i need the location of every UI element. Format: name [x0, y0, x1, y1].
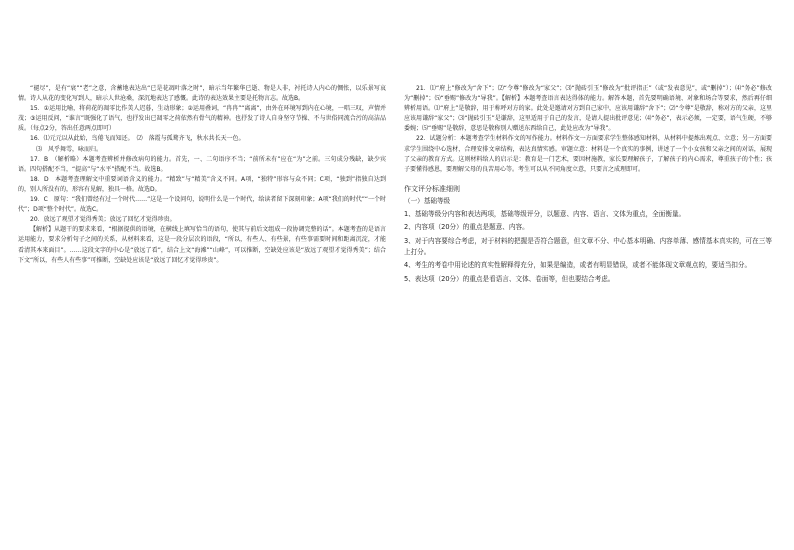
answer-paragraph: 16．⑴元元以从此始，鸟倦飞而知还。 ⑵ 落霞与孤鹜齐飞，秋水共长天一色。	[30, 135, 245, 143]
scoring-item: 3、对于内容要综合考虑，对于材料的把握是否符合题意，但文章不分、中心基本明确、内容单薄、感情基本真实的，可在三等上打分。	[404, 236, 772, 257]
answer-paragraph: 15．①运用比喻，将荷花的凋零比作美人迟暮，生动形象；②运用叠词，“冉冉”“离离”，由外在环境写到内在心境，一唱三叹，声情并茂；③运用反问，“谁言”既强化了语气，也抒发出已凋零之荷依然有骨气的精神。也抒发了诗人自身坚守节操、不与世俗同流合污的高洁品质。（每点2分，答出任意两点即可）	[18, 105, 386, 133]
scoring-title: 作文评分标准细则	[404, 184, 460, 193]
answer-column-right	[404, 84, 772, 524]
answer-paragraph: 19．C 原句：“我们曾经有过一个时代……”这是一个设问句，说明什么是一个时代，给读者留下深刻印象；A项“我们的时代”“一个时代”；D项“整个时代”。故选C。	[18, 196, 386, 214]
scoring-item: 4、考生的考卷中用论述的真实性解释得充分，如果是编造，或者有明显错误，或者不能体现文章观点的，要适当扣分。	[404, 261, 752, 270]
answer-paragraph: 17．B （解析略）本题考查辨析并修改病句的能力。首先，一、二句语序不当；“前所未有”应在“为”之前。三句成分残缺，缺少宾语。四句搭配不当，“提高”与“水平”搭配不当。故选B。	[18, 155, 386, 173]
answer-paragraph: 21．⑴“府上”修改为“舍下”；⑵“令尊”修改为“家父”；⑶“抛砖引玉”修改为“批评指正”（或“发表意见”，或“删掉”）；⑷“务必”修改为“删掉”；⑸“垂赐”修改为“导我”。【解析】本题考查语言表达得体的能力。解答本题，首先要明确语境、对象和场合等要求，然后再仔细辨析用语。⑴“府上”是敬辞，用于称呼对方的家。此处是邀请对方到自己家中，应该用谦辞“舍下”；⑵“令尊”是敬辞，称对方的父亲，这里应该用谦辞“家父”；⑶“抛砖引玉”是谦辞，这里适用于自己的发言，是请人提出批评意见；⑷“务必”，表示必须，一定要，语气生硬，不够委婉；⑸“垂赐”是敬辞，意思是敬称别人赠送东西给自己，此处应改为“导我”。	[404, 85, 772, 133]
spacer	[404, 175, 772, 179]
basic-level-title: （一）基础等级	[404, 196, 451, 205]
answer-paragraph: 20．放远了观望才觉得秀美；放远了回忆才觉得珍贵。	[30, 216, 176, 224]
scoring-item: 1、基础等级分内容和表达两项，基础等级评分，以题意、内容、语言、文体为重点，全面衡量。	[404, 209, 686, 218]
answer-paragraph: ⑶ 风乎舞雩，咏而归。	[30, 145, 103, 153]
answer-paragraph: 18．D 本题考查理解文中重要词语含义的能力。“精致”与“精美”含义不同。A项，“独特”形容与众不同；C项，“独到”指独自达到的，别人所没有的，形容有见解，独具一格。故选D。	[18, 175, 386, 193]
scoring-item: 5、表达项（20分）的重点是看语言、文体、卷面等，但也要结合考虑。	[404, 274, 615, 283]
scoring-item: 2、内容项（20分）的重点是题意、内容。	[404, 223, 529, 232]
answer-column-left	[18, 84, 386, 524]
answer-paragraph: “褪尽”，是有“衰”“老”之意，含蓄地表达出“已是花凋叶落之时”，暗示当年繁华已逝、物是人非，衬托诗人内心的惆怅，以乐景写哀情。诗人从花的变化写到人，暗示人世沧桑，深沉地表达了感慨。此诗的表达效果主要是托物言志。故选B。	[18, 85, 386, 103]
answer-paragraph: 【解析】从题干的要求来看，“根据提供的语境，在横线上填写恰当的语句，使其与前后文组成一段协调完整的话”。本题考查的是语言运用能力，要求分析句子之间的关系，从材料来看，这是一段分层次的语段，“所以，有些人、有些景，有些事需要时间和距离沉淀，才能看清其本来面目”。……这段文字的中心是“放远了看”，结合上文“海滩”“山峰”，可以推断，空缺处应该是“放远了观望才觉得秀美”；结合下文“所以，有些人有些事”可推断，空缺处应该是“放远了回忆才觉得珍贵”。	[18, 226, 386, 264]
answer-paragraph: 22．试题分析：本题考查学生材料作文的写作能力。材料作文一方面要求学生整体感知材料，从材料中提炼出观点、立意；另一方面要求学生围绕中心选材，合理安排文章结构，表达真情实感。审题立意：材料是一个真实的事例，讲述了一个小女孩和父亲之间的对话，展现了父亲的教育方式。这则材料给人的启示是：教育是一门艺术，要因材施教，家长要理解孩子，了解孩子的内心需求，尊重孩子的个性；孩子要懂得感恩，要理解父母的良苦用心等。考生可以从不同角度立意，只要言之成理即可。	[404, 135, 772, 173]
